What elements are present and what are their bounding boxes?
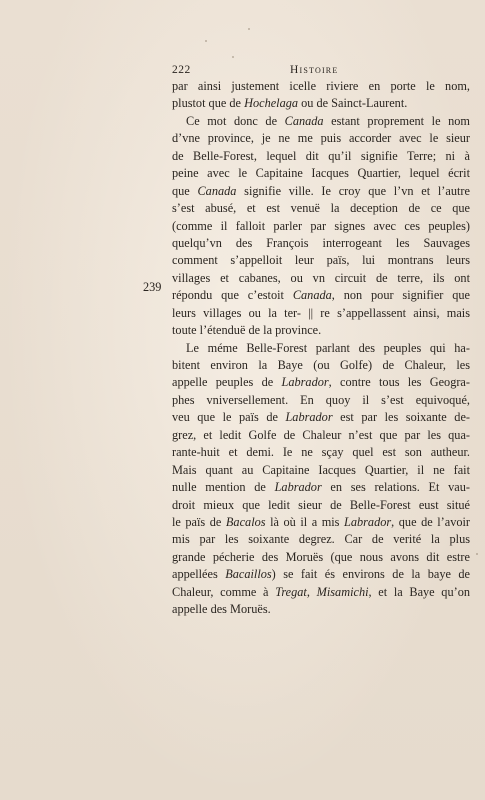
paper-speck — [232, 56, 234, 58]
text-line: grez, et ledit Golfe de Chaleur n’est que par les qua- — [172, 427, 470, 442]
text-line: de Belle-Forest, lequel dit qu’il signifie Terre; ni à — [172, 148, 470, 163]
text-line: s’est abusé, et est venuë la deception de ce que — [172, 201, 470, 216]
text-line: par ainsi justement icelle riviere en porte le nom, — [172, 79, 470, 93]
text-line: Ce mot donc de Canada estant proprement le nom — [186, 113, 470, 128]
text-line: Chaleur, comme à Tregat, Misamichi, et la Baye qu’on — [172, 584, 470, 599]
text-line: leurs villages ou la ter- || re s’appellassent ainsi, mais — [172, 305, 470, 320]
text-line: que Canada signifie ville. Ie croy que l’vn et l’autre — [172, 183, 470, 198]
text-line: d’vne province, je ne me puis accorder avec le sieur — [172, 131, 470, 146]
text-line: comment s’appelloit leur païs, lui montrans leurs — [172, 253, 470, 268]
paper-speck — [476, 553, 478, 555]
text-line: mis par les soixante degrez. Car de verité la plus — [172, 532, 470, 547]
text-line: droit mieux que ledit sieur de Belle-Forest eust situé — [172, 497, 470, 512]
text-line: villages et cabanes, ou vn circuit de terre, ils ont — [172, 270, 470, 285]
text-line: nulle mention de Labrador en ses relations. Et vau- — [172, 480, 471, 495]
text-line: grande pécherie des Moruës (que nous avons dit estre — [172, 549, 470, 564]
text-line: appelle des Moruës. — [172, 602, 271, 617]
paper-speck — [248, 28, 250, 30]
text-line: rante-huit et demi. Ie ne sçay quel est son autheur. — [172, 445, 470, 460]
text-line: (comme il falloit parler par signes avec ces peuples) — [172, 218, 470, 233]
body-text — [172, 78, 470, 619]
text-line: appelle peuples de Labrador, contre tous les Geogra- — [172, 375, 470, 390]
running-title: Histoire — [290, 64, 339, 76]
text-line: plustot que de Hochelaga ou de Sainct-Laurent. — [172, 96, 408, 111]
text-line: Le méme Belle-Forest parlant des peuples qui ha- — [186, 340, 470, 355]
text-line: veu que le païs de Labrador est par les soixante de- — [172, 410, 470, 425]
text-line: phes vniversellement. En quoy il s’est equivoqué, — [172, 392, 470, 407]
text-line: quelqu’vn des François interrogeant les Sauvages — [172, 235, 470, 250]
margin-page-reference: 239 — [143, 280, 162, 294]
text-line: le païs de Bacalos là où il a mis Labrador, que de l’avoir — [172, 514, 471, 529]
text-line: appellées Bacaillos) se fait és environs de la baye de — [172, 567, 470, 582]
text-line: répondu que c’estoit Canada, non pour signifier que — [172, 288, 471, 303]
text-line: bitent environ la Baye (ou Golfe) de Chaleur, les — [172, 358, 470, 372]
text-line: peine avec le Capitaine Iacques Quartier, lequel écrit — [172, 166, 470, 181]
text-line: Mais quant au Capitaine Iacques Quartier, il ne fait — [172, 462, 470, 477]
text-line: toute l’étenduë de la province. — [172, 323, 322, 338]
page-number: 222 — [172, 64, 191, 76]
paper-speck — [205, 40, 207, 42]
